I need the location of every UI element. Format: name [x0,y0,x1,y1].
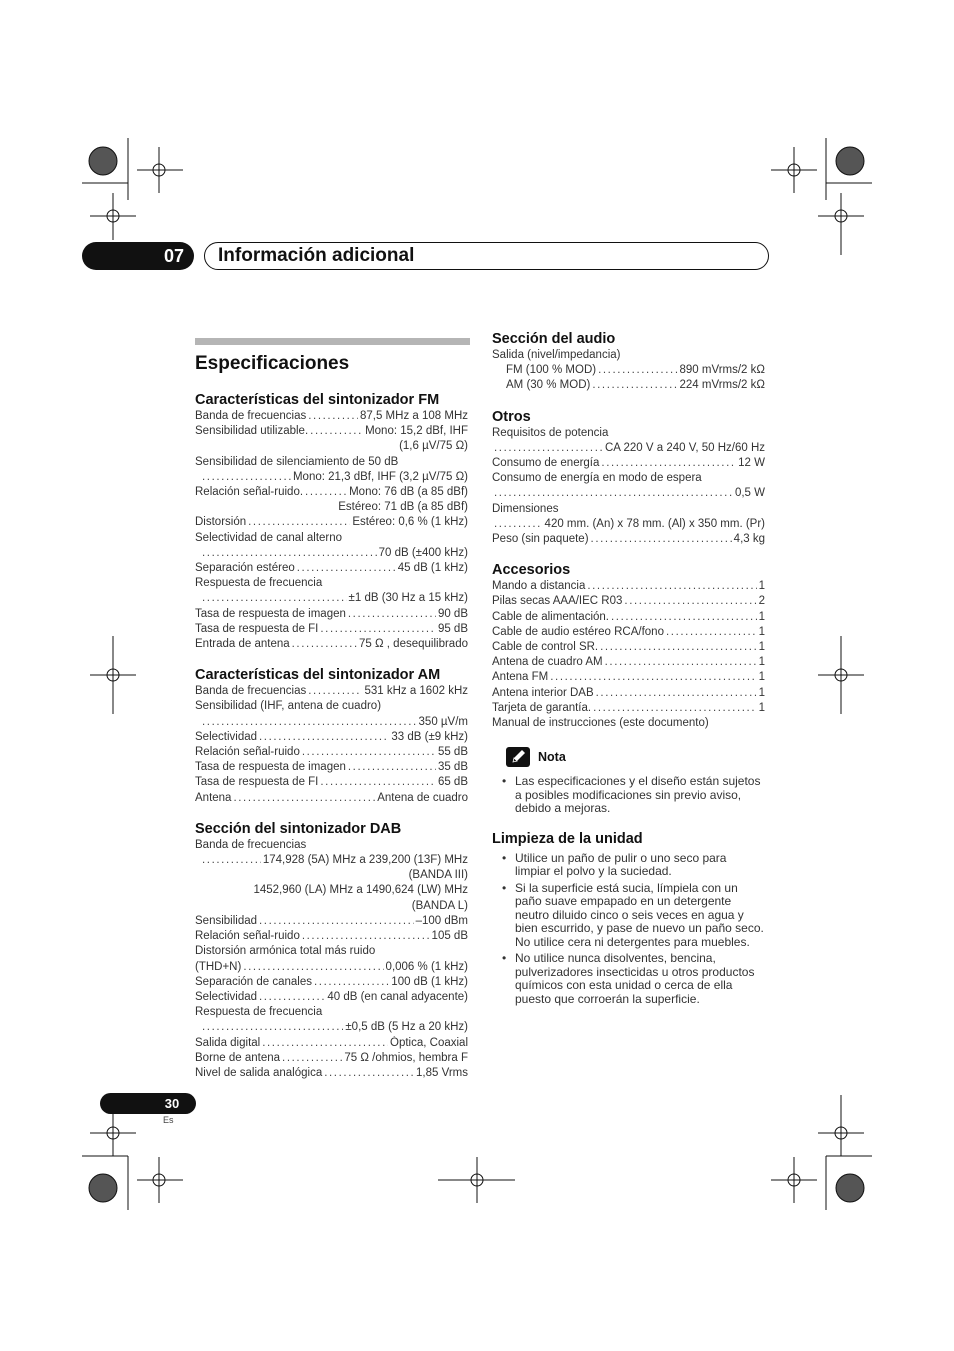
chapter-number: 07 [163,246,185,266]
spec-row [492,456,765,471]
spec-row [492,441,765,456]
spec-lines [492,348,765,394]
page-number: 30 [164,1096,180,1111]
leader-dots [233,791,375,806]
list-item [492,952,765,1006]
spec-block [195,666,468,806]
spec-label-line: Sensibilidad (IHF, antena de cuadro) [195,700,382,713]
spec-label: Antena interior DAB [492,686,594,699]
leader-dots [611,610,757,625]
leader-dots [243,960,383,975]
spec-block [492,330,765,394]
spec-label-line: Salida (nivel/impedancia) [492,349,621,361]
spec-label-line: Consumo de energía en modo de espera [492,472,702,485]
spec-label: Cable de control SR. [492,641,599,654]
leader-dots [202,546,377,561]
spec-value: 90 dB [437,607,468,620]
leader-dots [592,378,677,393]
leader-dots [348,607,436,622]
spec-row [195,730,468,745]
spec-label-line: Respuesta de frecuencia [195,1006,323,1019]
spec-row [492,594,765,609]
spec-label: Selectividad [195,990,258,1003]
spec-row [492,517,765,532]
cleaning-list [492,852,765,1007]
leader-dots [314,975,389,990]
right-column [492,330,765,1009]
spec-label: Tarjeta de garantía. [492,701,592,714]
leader-dots [305,485,347,500]
leader-dots [202,470,291,485]
spec-label-line: Banda de frecuencias [195,838,307,851]
spec-row [195,975,468,990]
spec-value: 95 dB [437,622,468,635]
spec-row [195,1020,468,1035]
bullet-icon: • [502,951,507,966]
spec-row [492,579,765,594]
spec-value: 420 mm. (An) x 78 mm. (Al) x 350 mm. (Pr) [544,517,765,530]
spec-row [195,990,468,1005]
spec-label: Peso (sin paquete) [492,533,589,546]
spec-label: Tasa de respuesta de imagen [195,607,346,620]
spec-value: 87,5 MHz a 108 MHz [359,410,468,422]
leader-dots [302,929,430,944]
spec-label: Distorsión [195,516,247,529]
leader-dots [282,1051,342,1066]
spec-label-line: Sensibilidad de silenciamiento de 50 dB [195,455,399,468]
spec-value: 1 [758,641,765,654]
page-title: Especificaciones [195,353,350,374]
leader-dots [600,640,756,655]
spec-row [195,409,468,424]
spec-row [195,791,468,806]
list-item [492,775,765,816]
bullet-icon: • [502,850,507,865]
spec-lines [195,684,468,806]
leader-dots [494,486,733,501]
spec-label: Antena FM [492,671,549,684]
leader-dots [550,670,756,685]
spec-value: 2 [758,595,765,608]
spec-label-line: Distorsión armónica total más ruido [195,945,376,958]
leader-dots [308,684,362,699]
spec-row [195,424,468,439]
spec-row [195,637,468,652]
spec-value: 70 dB (±400 kHz) [378,546,468,559]
spec-label: Cable de alimentación. [492,610,609,623]
spec-value: 0,006 % (1 kHz) [385,960,468,973]
spec-value: 40 dB (en canal adyacente) [327,990,468,1003]
leader-dots [320,622,436,637]
spec-label: FM (100 % MOD) [506,364,597,377]
spec-row [492,625,765,640]
leader-dots [202,715,417,730]
spec-row [492,640,765,655]
spec-label: (THD+N) [195,960,242,973]
spec-value: 890 mVrms/2 kΩ [679,364,765,377]
leader-dots [605,655,757,670]
spec-label: Antena [195,791,232,804]
spec-row [195,745,468,760]
spec-value: 1,85 Vrms [416,1066,468,1079]
spec-label-line: Selectividad de canal alterno [195,531,343,544]
spec-row [195,914,468,929]
spec-value: ±1 dB (30 Hz a 15 kHz) [348,592,468,605]
spec-label: Separación estéreo [195,562,295,575]
leader-dots [494,441,603,456]
leader-dots [494,517,543,532]
spec-continuation: Estéreo: 71 dB (a 85 dBf) [338,501,468,514]
spec-value: 35 dB [437,761,468,774]
spec-continuation: (BANDA L) [411,899,468,912]
leader-dots [587,579,756,594]
spec-label: Separación de canales [195,975,312,988]
section-heading: Características del sintonizador AM [195,667,441,684]
note-header [506,747,765,767]
spec-label: Relación señal-ruido [195,930,300,943]
bullet-icon: • [502,774,507,789]
section-rule [195,338,470,345]
leader-dots [624,594,756,609]
spec-value: 1 [758,625,765,638]
spec-value: 1 [758,580,765,593]
note-title: Nota [538,750,566,765]
section-heading: Sección del audio [492,331,616,347]
spec-value: 55 dB [437,746,468,759]
spec-block [492,408,765,548]
leader-dots [259,990,325,1005]
spec-label: Banda de frecuencias [195,410,307,422]
spec-value: 1 [758,610,765,623]
spec-row [492,486,765,501]
spec-value: 75 Ω , desequilibrado [359,638,468,651]
spec-row [195,546,468,561]
spec-lines [195,409,468,652]
section-heading: Características del sintonizador FM [195,392,440,408]
spec-row [492,378,765,393]
spec-row [195,470,468,485]
list-item [492,882,765,950]
spec-value: Óptica, Coaxial [390,1036,468,1049]
leader-dots [591,532,732,547]
spec-row [195,853,468,868]
leader-dots [202,853,261,868]
spec-label: Tasa de respuesta de FI [195,776,319,789]
spec-label: AM (30 % MOD) [506,379,591,392]
spec-value: 65 dB [437,776,468,789]
leader-dots [292,637,357,652]
spec-value: Mono: 76 dB (a 85 dBf) [349,486,468,499]
section-heading: Accesorios [492,562,571,579]
spec-lines [195,838,468,1081]
spec-label: Nivel de salida analógica [195,1066,323,1079]
spec-label-line: Manual de instrucciones (este documento) [492,717,709,730]
spec-value: 12 W [738,457,765,470]
leader-dots [596,686,757,701]
spec-value: –100 dBm [415,914,468,927]
leader-dots [302,745,436,760]
spec-value: 33 dB (±9 kHz) [391,730,468,743]
list-item-text: Si la superficie está sucia, límpiela con un paño suave empapado en un detergente neutro diluido cinco o seis veces en agua y bien escurrido, y pase de nuevo un paño seco. No utilice cera ni detergentes para muebles. [515,880,764,949]
spec-row [195,1051,468,1066]
leader-dots [320,775,436,790]
spec-value: 1 [758,656,765,669]
spec-value: 4,3 kg [733,533,765,546]
spec-row [195,929,468,944]
spec-value: 224 mVrms/2 kΩ [679,379,765,392]
spec-row [492,686,765,701]
list-item-text: Las especificaciones y el diseño están sujetos a posibles modificaciones sin previo aviso, debido a mejoras. [515,774,761,816]
spec-value: ±0,5 dB (5 Hz a 20 kHz) [345,1021,468,1034]
spec-label-line: Respuesta de frecuencia [195,577,323,590]
spec-lines [492,579,765,731]
spec-label: Tasa de respuesta de FI [195,622,319,635]
spec-value: Antena de cuadro [377,791,468,804]
spec-value: 100 dB (1 kHz) [391,975,468,988]
spec-label: Sensibilidad [195,914,258,927]
spec-row [195,622,468,637]
spec-continuation: (BANDA III) [408,869,468,882]
right-spec-sections [492,330,765,731]
list-item-text: No utilice nunca disolventes, bencina, pulverizadores insecticidas u otros productos químicos con esta unidad o cerca de ella puesto que corroerán la superficie. [515,951,755,1006]
spec-lines [492,426,765,548]
leader-dots [248,515,350,530]
spec-row [492,610,765,625]
cleaning-heading: Limpieza de la unidad [492,830,643,847]
spec-label: Tasa de respuesta de imagen [195,761,346,774]
spec-row [195,960,468,975]
spec-row [492,670,765,685]
spec-label: Salida digital [195,1036,261,1049]
page-language: Es [163,1115,174,1125]
spec-value: 105 dB [431,930,468,943]
leader-dots [598,363,677,378]
left-spec-sections [195,391,468,1081]
spec-row [195,561,468,576]
leader-dots [202,1020,343,1035]
spec-continuation: (1,6 µV/75 Ω) [399,440,468,453]
spec-label: Selectividad [195,730,258,743]
spec-label: Relación señal-ruido [195,746,300,759]
leader-dots [259,730,389,745]
spec-row [195,485,468,500]
spec-row [195,760,468,775]
spec-block [195,391,468,652]
spec-row [492,363,765,378]
list-item-text: Utilice un paño de pulir o uno seco para limpiar el polvo y la suciedad. [515,850,727,879]
spec-value: 1 [758,701,765,714]
spec-value: 1 [758,686,765,699]
spec-label: Antena de cuadro AM [492,656,603,669]
spec-row [195,684,468,699]
spec-row [195,515,468,530]
bullet-icon: • [502,880,507,895]
spec-value: 45 dB (1 kHz) [397,562,468,575]
spec-label: Entrada de antena [195,638,290,651]
chapter-title: Información adicional [218,245,415,266]
spec-label-line: Dimensiones [492,502,559,515]
spec-continuation: 1452,960 (LA) MHz a 1490,624 (LW) MHz [253,884,468,897]
leader-dots [601,456,736,471]
spec-label: Pilas secas AAA/IEC R03 [492,595,623,608]
spec-row [492,532,765,547]
spec-row [492,655,765,670]
spec-row [195,775,468,790]
spec-row [195,591,468,606]
leader-dots [666,625,757,640]
section-heading: Otros [492,408,531,425]
pencil-note-icon [506,747,530,767]
spec-label: Consumo de energía [492,457,600,470]
spec-row [492,701,765,716]
spec-row [195,607,468,622]
spec-row [195,1066,468,1081]
spec-value: 0,5 W [734,487,765,500]
leader-dots [259,914,414,929]
leader-dots [593,701,757,716]
spec-value: 1 [758,671,765,684]
spec-value: Mono: 15,2 dBf, IHF [365,425,468,438]
spec-value: Mono: 21,3 dBf, IHF (3,2 µV/75 Ω) [292,470,468,483]
spec-label: Sensibilidad utilizable. [195,425,309,438]
spec-label: Banda de frecuencias [195,685,307,698]
spec-value: 174,928 (5A) MHz a 239,200 (13F) MHz [262,854,468,867]
spec-value: 531 kHz a 1602 kHz [364,685,468,698]
section-heading: Sección del sintonizador DAB [195,820,402,837]
spec-block [195,820,468,1081]
spec-label: Borne de antena [195,1051,281,1064]
spec-label: Cable de audio estéreo RCA/fono [492,625,664,638]
leader-dots [262,1036,388,1051]
note-list [492,775,765,816]
spec-row [195,715,468,730]
spec-label: Mando a distancia [492,580,586,593]
leader-dots [308,409,358,424]
leader-dots [202,591,347,606]
list-item [492,852,765,879]
spec-label-line: Requisitos de potencia [492,426,609,439]
left-column [195,338,468,1095]
leader-dots [324,1066,414,1081]
spec-value: 75 Ω /ohmios, hembra F [344,1051,468,1064]
leader-dots [310,424,363,439]
leader-dots [348,760,436,775]
spec-value: CA 220 V a 240 V, 50 Hz/60 Hz [604,441,765,454]
spec-block [492,561,765,731]
spec-value: 350 µV/m [418,715,468,728]
leader-dots [297,561,396,576]
spec-label: Relación señal-ruido. [195,486,304,499]
spec-value: Estéreo: 0,6 % (1 kHz) [352,516,468,529]
spec-row [195,1036,468,1051]
